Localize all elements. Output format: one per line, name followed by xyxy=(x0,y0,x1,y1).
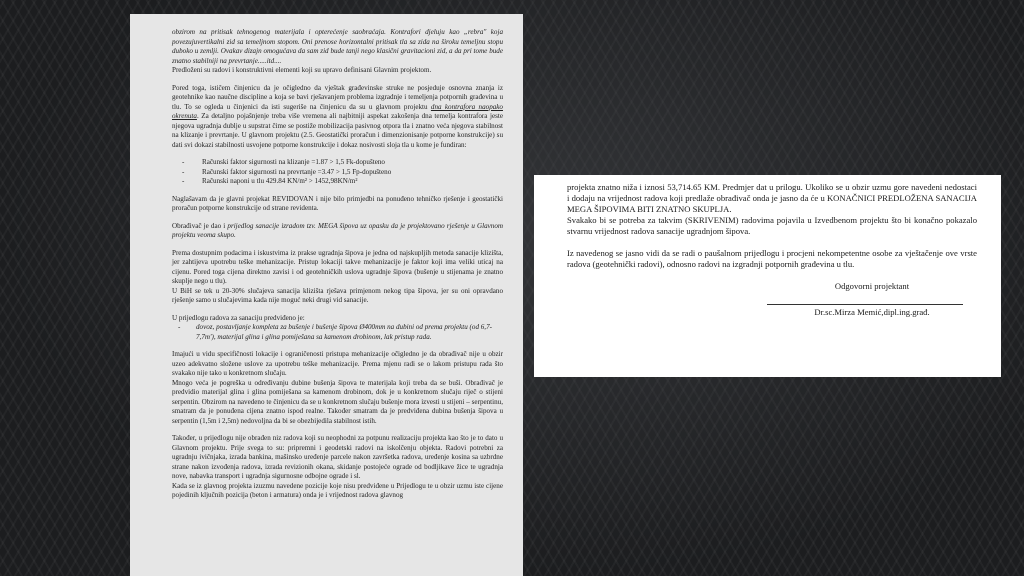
paragraph xyxy=(172,222,503,241)
paragraph xyxy=(172,84,503,151)
list-item: - Računski faktor sigurnosti na klizanje =1.87 > 1,5 Fk-dopušteno xyxy=(172,158,503,168)
underlined-text: dna kontrafora naopako okrenuta xyxy=(172,102,503,120)
signature-title: Odgovorni projektant xyxy=(834,281,910,291)
paragraph: Prema dostupnim podacima i iskustvima iz prakse ugradnja šipova je jedna od najskupljih metoda sanacije klizišta, jer zahtijeva upotrebu teške mehanizacije. Pristup lokaciji takve mehanizacije je faktor koji ima veliki uticaj na cijenu. Pored toga cijena direktno zavisi i od geotehničkih uslova ugradnje šipova (bušenje u stijenama je znatno skuplje nego u tlu). xyxy=(172,248,503,285)
list-item: - Računski naponi u tlu 429.84 KN/m² > 1452,98KN/m² xyxy=(172,177,503,187)
document-page-left xyxy=(130,14,523,576)
paragraph: U prijedlogu radova za sanaciju predviđeno je: xyxy=(172,313,305,322)
paragraph: projekta znatno niža i iznosi 53,714.65 KM. Predmjer dat u prilogu. Ukoliko se u obzir uzmu gore navedeni nedostaci i dodaju na vrijednost radova koji predlaže obrađivač onda je jasno da će u KONAČNICI PREDLOŽENA SANACIJA MEGA ŠIPOVIMA BITI ZNATNO SKUPLJA. xyxy=(567,182,977,214)
paragraph: Mnogo veća je pogreška u određivanju dubine bušenja šipova te materijala koji treba da se buši. Obrađivač je predvidio materijal glina i glina pomiješana sa kamenom drobinom, dok je u konkretnom slučaju riječ o stijeni serpentin. Obzirom na navedeno te činjenicu da se u konkretnom slučaju bušenje mora izvesti u stijeni – serpentinu, smatram da je ponuđena cijena znatno ispod realne. Također smatram da je predviđena dubina bušenja šipova u serpentin (1,5m i 2,5m) nedovoljna da bi se obezbijedila stabilnost istih. xyxy=(172,378,503,425)
paragraph: obzirom na pritisak tehnogenog materijala i opterećenje saobraćaja. Kontrafori djeluju kao „rebra" koja povezujuvertikalni zid sa temeljnom stopom. Oni prenose horizontalni pritisak tla sa zida na široku temeljnu stopu duboko u zemlji. Ovakav dizajn omogućava da sam zid bude tanji nego klasični gravitacioni zid, a da pri tome bude znatno stabilniji na prevrtanje.....itd.... xyxy=(172,28,503,65)
paragraph: Svakako bi se potreba za takvim (SKRIVENIM) radovima pojavila u Izvedbenom projektu što bi konačno pokazalo stvarnu vrijednost radova sanacije ugradnjom šipova. xyxy=(567,215,977,236)
stability-factors-list xyxy=(172,158,503,187)
signature-name: Dr.sc.Mirza Memić,dipl.ing.građ. xyxy=(814,307,930,317)
paragraph: Naglašavam da je glavni projekat REVIDOVAN i nije bilo primjedbi na ponuđeno tehničko rješenje i geostatički proračun potporne konstrukcije od strane revidenta. xyxy=(172,194,503,212)
paragraph: Imajući u vidu specifičnosti lokacije i ograničenosti pristupa mehanizacije očigledno je da obrađivač nije u obzir uzeo adekvatno složene uslove za upotrebu teške mehanizacije. Prema mjenu radi se o lakom pristupu rada što svakako nije tako u konkretnom slučaju. xyxy=(172,350,503,377)
list-item: - Računski faktor sigurnosti na prevrtanje =3.47 > 1,5 Fp-dopušteno xyxy=(172,168,503,178)
paragraph: Predloženi su radovi i konstruktivni elementi koji su upravo definisani Glavnim projektom. xyxy=(172,66,432,74)
paragraph: Iz navedenog se jasno vidi da se radi o paušalnom prijedlogu i procjeni nekompetentne osobe za vještačenje ove vrste radova (geotehnički radovi), odnosno radovi na izgradnji potpornih građevina u tlu. xyxy=(567,248,977,269)
signature-line xyxy=(767,304,963,305)
document-page-right xyxy=(534,175,1001,377)
paragraph: U BiH se tek u 20-30% slučajeva sanacija klizišta rješava primjenom nekog tipa šipova, jer su oni opravdano rješenje samo u slučajevima kada nije moguć neki drugi vid sanacije. xyxy=(172,286,503,304)
italic-text: prijedlog sanacije izradom tzv. MEGA šipova uz opasku da je projektovano rješenje u Glavnom projektu veoma skupo. xyxy=(172,221,504,239)
text-span: Obrađivač je dao i xyxy=(172,221,228,230)
list-item: - dovoz, postavljanje kompleta za bušenje i bušenje šipova Ø400mm na dubini od prema projektu (od 6,7-7,7m'), materijal glina i glina pomiješana sa kamenom drobinom, lak pristup rada. xyxy=(172,323,503,342)
paragraph: Također, u prijedlogu nije obrađen niz radova koji su neophodni za potpunu realizaciju projekta kao što je to dato u Glavnom projektu. Prije svega to su: pripremni i geodetski radovi na iskolčenju objekta. Radovi potrebni za ugradnju ivičnjaka, izrada bankina, mašinsko uređenje parcele nakon završetka radova, uređenje kosina sa uzbrdne strane nakon izvođenja radova, izrada revizionih okana, skidanje postojeće ograde od bodljikave žice te ugradnja nove, nabavka transport i ugradnja sigurnosne odbojne ograde i sl. xyxy=(172,434,503,480)
text-span: . Za detaljno pojašnjenje treba više vremena ali najbitniji aspekat zakošenja dna temelja kontrafora jeste njegova ugradnja dublje u supstrat čime se postiže mobilizacija pasivnog otpora tla i znatno veća njegova stabilnost na klizanje i prevrtanje. U glavnom projektu (2.5. Geostatički proračun i dimenzionisanje potporne konstrukcije) su dati svi dokazi stabilnosti usvojene potporne konstrukcije i dokaz nosivosti sloja tla u kome je fundiran: xyxy=(172,112,503,149)
text-span: Pored toga, ističem činjenicu da je očigledno da vještak građevinske struke ne posjeduje osnovna znanja iz geotehnike kao naučne discipline a koja se bavi rješavanjem problema izgradnje i temeljenja potpornih građevina u tlu. To se ogleda u činjenici da isti sugeriše na činjenicu da su u glavnom projektu xyxy=(172,83,503,111)
paragraph: Kada se iz glavnog projekta izuzmu navedene pozicije koje nisu predviđene u Prijedlogu te u obzir uzmu iste cijene pojedinih ključnih pozicija (beton i armatura) onda je i vrijednost radova glavnog xyxy=(172,481,503,499)
proposal-list xyxy=(172,323,503,342)
